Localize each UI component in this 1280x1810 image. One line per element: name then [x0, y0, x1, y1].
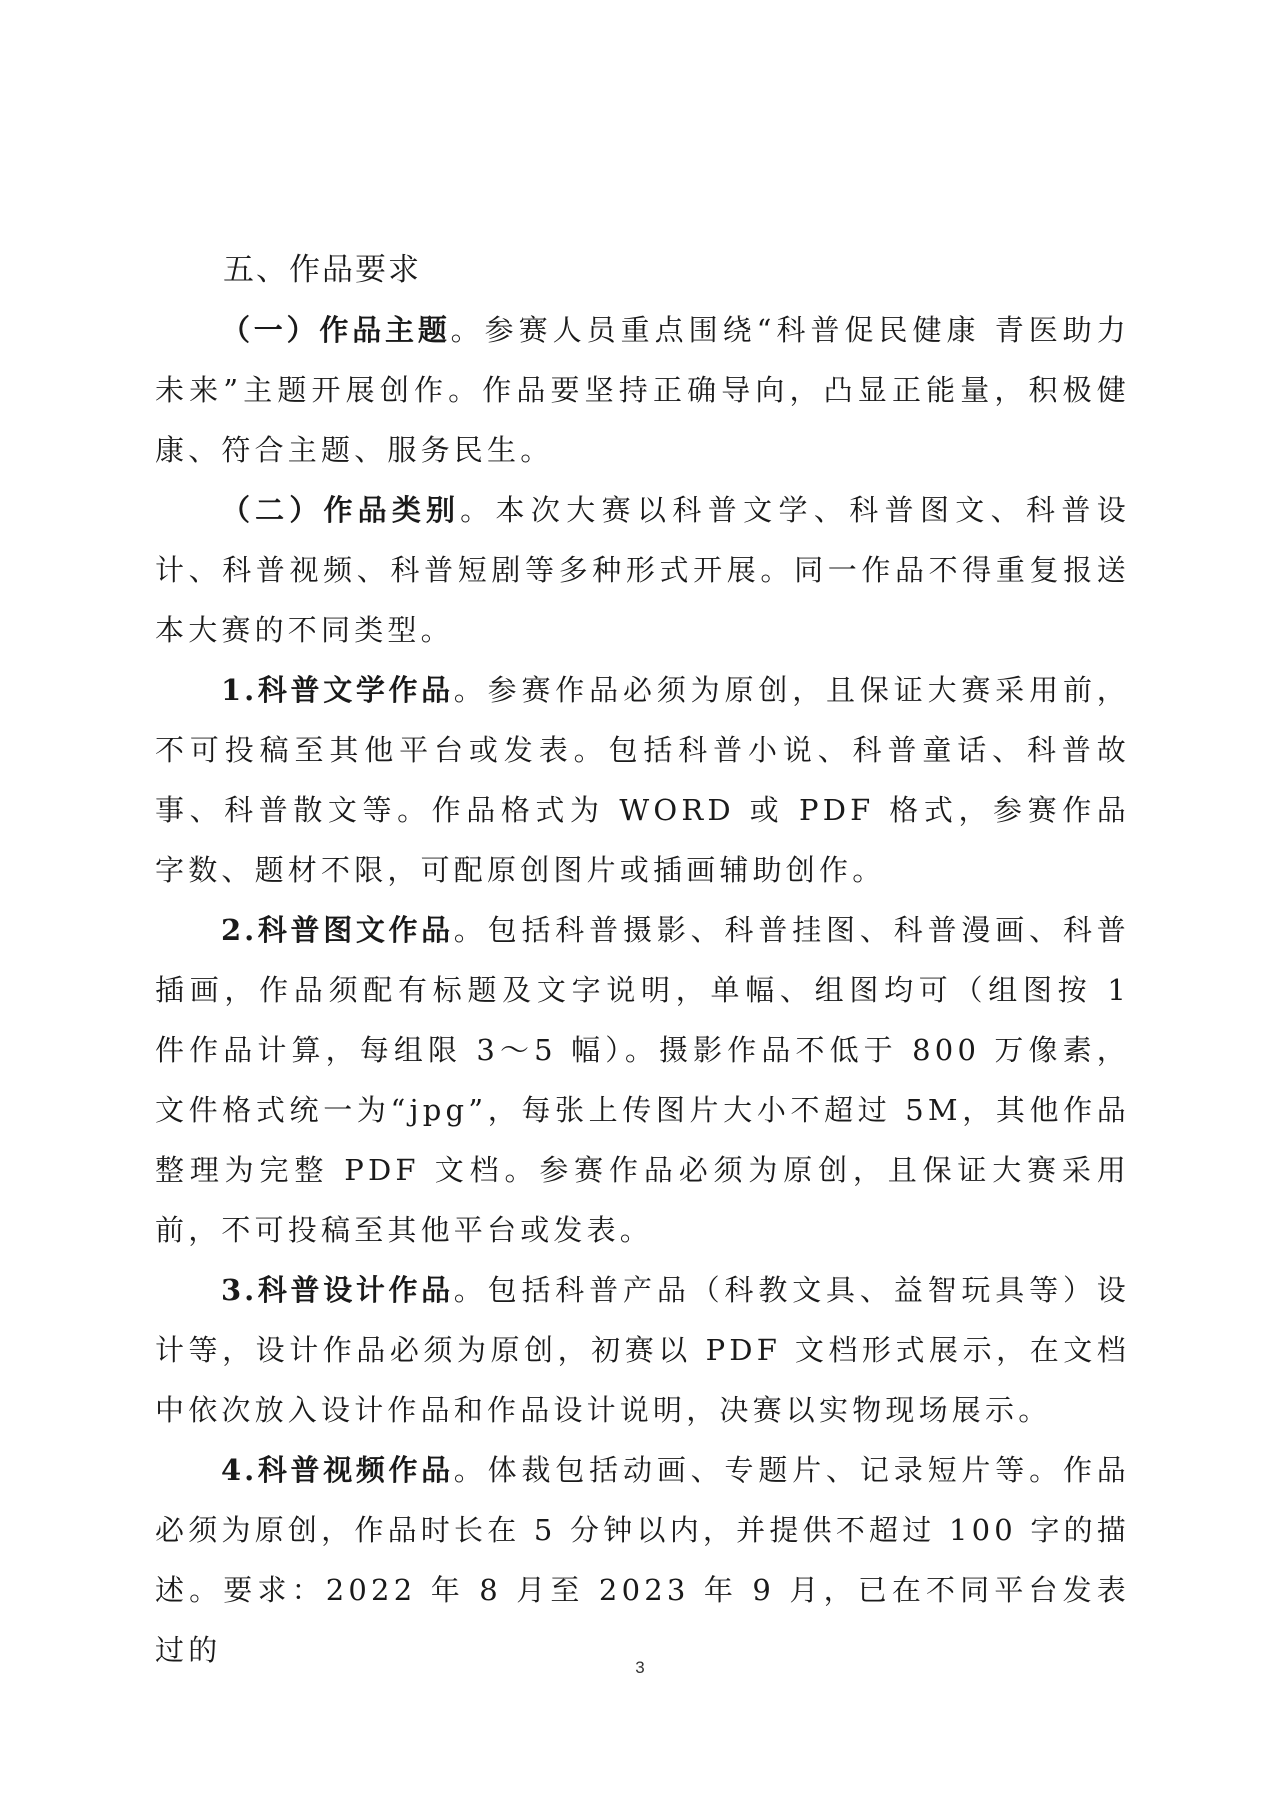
paragraph-text: 。包括科普摄影、科普挂图、科普漫画、科普插画，作品须配有标题及文字说明，单幅、组图均可（组图按 1 件作品计算，每组限 3～5 幅）。摄影作品不低于 800 万像素，文件格式统一为“jpg”，每张上传图片大小不超过 5M，其他作品整理为完整 PDF 文档。参赛作品必须为原创，且保证大赛采用前，不可投稿至其他平台或发表。: [155, 913, 1130, 1247]
paragraph-literature-works: [155, 660, 1130, 900]
page-number: 3: [635, 1658, 645, 1677]
paragraph-work-theme: [155, 300, 1130, 480]
paragraph-work-category: [155, 480, 1130, 660]
page-body: [155, 240, 1130, 1680]
paragraph-video-works: [155, 1440, 1130, 1680]
paragraph-lead: （二）作品类别: [221, 493, 461, 527]
paragraph-text: 。参赛人员重点围绕“科普促民健康 青医助力未来”主题开展创作。作品要坚持正确导向，凸显正能量，积极健康、符合主题、服务民生。: [155, 313, 1130, 467]
paragraph-design-works: [155, 1260, 1130, 1440]
paragraph-text: 。参赛作品必须为原创，且保证大赛采用前，不可投稿至其他平台或发表。包括科普小说、科普童话、科普故事、科普散文等。作品格式为 WORD 或 PDF 格式，参赛作品字数、题材不限，可配原创图片或插画辅助创作。: [155, 673, 1130, 887]
paragraph-text: 。包括科普产品（科教文具、益智玩具等）设计等，设计作品必须为原创，初赛以 PDF 文档形式展示，在文档中依次放入设计作品和作品设计说明，决赛以实物现场展示。: [155, 1273, 1130, 1427]
paragraph-graphic-works: [155, 900, 1130, 1260]
paragraph-lead: 1.科普文学作品: [221, 673, 454, 707]
paragraph-lead: 2.科普图文作品: [221, 913, 454, 947]
paragraph-lead: （一）作品主题: [221, 313, 451, 347]
paragraph-lead: 4.科普视频作品: [221, 1453, 454, 1487]
section-title: 五、作品要求: [223, 252, 421, 288]
paragraph-text: 。体裁包括动画、专题片、记录短片等。作品必须为原创，作品时长在 5 分钟以内，并提供不超过 100 字的描述。要求：2022 年 8 月至 2023 年 9 月，已在不同平台发表过的: [155, 1453, 1130, 1667]
paragraph-lead: 3.科普设计作品: [221, 1273, 454, 1307]
paragraph-text: 。本次大赛以科普文学、科普图文、科普设计、科普视频、科普短剧等多种形式开展。同一作品不得重复报送本大赛的不同类型。: [155, 493, 1130, 647]
